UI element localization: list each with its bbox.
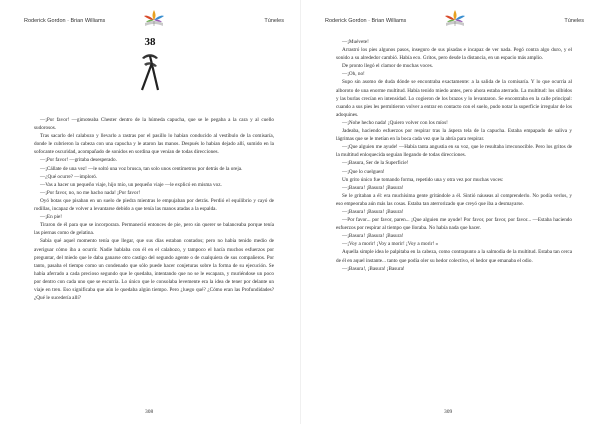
paragraph: —¡Basura! ¡Basura! ¡Basura! (342, 184, 404, 191)
paragraph: —¡Por favor! —gimoteaba Chester dentro de la húmeda capucha, que se le pegaba a la cara y al cuello sudorosos. (34, 117, 274, 132)
paragraph: Aquella simple idea le palpitaba en la cabeza, como contrapunto a la salmodia de la multitud. Estaba tan cerca de él en aquel instante... tanto que podía oler su hedor colectivo, el hedor que emanaba el odio. (336, 249, 572, 264)
paragraph: Tiraron de él para que se incorporara. Permaneció entonces de pie, pero sin querer se balanceaba porque tenía las piernas como de gelatina. (34, 222, 274, 237)
header-title: Túneles (564, 18, 584, 24)
paragraph: —¿Qué ocurre? —imploró. (40, 173, 98, 180)
paragraph: —¡En pie! (40, 214, 63, 221)
running-header-right (325, 16, 584, 28)
paragraph: —Por favor... por favor, paren... ¡Que alguien me ayude! Por favor, por favor, por favor... —Estaba haciendo esfuerzos por respirar al tiempo que lloraba. No había nada que hacer. (336, 217, 572, 232)
paragraph: —¡Por favor! —gritaba desesperado. (40, 157, 117, 164)
paragraph: De pronto llegó el clamor de muchas voces. (342, 63, 434, 70)
paragraph: Un grito único fue tomando forma, repetido una y otra vez por muchas voces: (342, 176, 504, 183)
page-number-right: 309 (444, 409, 453, 415)
right-body-text (336, 38, 572, 273)
header-author: Roderick Gordon · Brian Williams (24, 18, 106, 24)
book-logo-icon (141, 8, 167, 30)
paragraph: —¡Cállate de una vez! —le soltó una voz brusca, tan solo unos centímetros por detrás de la oreja. (40, 165, 243, 172)
book-logo-icon (442, 8, 468, 30)
paragraph: Arrastró los pies algunos pasos, inseguro de sus pisadas e incapaz de ver nada. Pegó contra algo duro, y el sonido a su alrededor cambió. Había eco. Gritos, pero desde la distancia, en un espacio más amplio. (336, 47, 572, 62)
paragraph: Se le gritaban a él: era muchísima gente gritándole a él. Sintió náuseas al comprenderlo. No podía verlos, y eso empeoraba aún más las cosas. Estaba tan aterrorizado que creyó que iba a desmayarse. (336, 192, 572, 207)
header-title: Túneles (264, 18, 284, 24)
paragraph: Supo sin asomo de duda dónde se encontraba exactamente: a la salida de la comisaría. Y lo que ocurría al alboroto de una enorme multitud. Había tenido miedo antes, pero ahora estaba aterrado. La multitud: los silbidos y las burlas crecían en intensidad. Lo cogieron de los brazos y lo levantaron. Se encontraba en la calle principal: cuando a sus pies les permitieron volver a entrar en contacto con el suelo, pudo notar la superficie irregular de los adoquines. (336, 79, 572, 118)
running-header-left (24, 16, 284, 28)
paragraph: Oyó botas que pisaban en un suelo de piedra mientras le empujaban por detrás. Perdió el equilibrio y cayó de rodillas, incapaz de volver a levantarse debido a que tenía las manos atadas a la espalda. (34, 197, 274, 213)
paragraph: —¡Que alguien me ayude! —Había tanta angustia en su voz, que le resultaba irreconocible. Pero los gritos de la multitud enloquecida seguían llegando de todas direcciones. (336, 144, 572, 159)
paragraph: —¡Que lo cuelguen! (342, 168, 385, 175)
chapter-number: 38 (144, 36, 156, 48)
paragraph: —¡Basura, Ser de la Superficie! (342, 160, 409, 167)
left-body-text (34, 116, 274, 302)
paragraph: —¡Nohe hecho nada! ¡Quiero volver con los míos! (342, 119, 448, 126)
paragraph: Sabía qué aquel momento tenía que llegar, que sus días estaban contados; pero no había tenido medio de averiguar cómo iba a ocurrir. Nadie hablaba con él en el calabozo, y tampoco el hacía muchos esfuerzos por preguntar, del miedo que le daba ganarse otro castigo del segundo agente o de cualquiera de sus compañeros. Por tanto, pasaba el tiempo como un condenado que sólo puede hacer conjeturas sobre la forma de su ejecución. Se había aferrado a cada precioso segundo que le quedaba, intentando que no se le escapara, y muriéndose un poco por dentro con cada uno que se escurría. Lo único que le consolaba levemente era la idea de tener por delante un viaje en tren. Eso significaba que aún le quedaba algún tiempo. Pero ¿luego qué? ¿Cómo eran las Profundidades? ¿Qué le sucedería allí? (34, 238, 274, 302)
paragraph: —¡Por favor, no, no me hacho nada! ¡Por favor! (40, 189, 141, 196)
paragraph: —¡Basura! ¡Basura! ¡Basura! (342, 208, 404, 215)
paragraph: Jadeaba, haciendo esfuerzos por respirar tras la áspera tela de la capucha. Estaba empapado de saliva y lágrimas que se le metían en la boca cada vez que la abría para respirar. (336, 128, 572, 143)
crossed-pickaxes-icon (138, 50, 162, 94)
paragraph: —¡Oh, no! (342, 71, 365, 78)
paragraph: —¡Muévete! (342, 39, 369, 45)
paragraph: —¡Voy a morir! ¡Voy a morir! ¡Voy a morir! » (342, 241, 439, 248)
page-number-left: 308 (145, 409, 154, 415)
paragraph: —¡Basura! ¡Basura! ¡Basura! (342, 233, 404, 240)
paragraph: —¡Basura!, ¡Basura! ¡Basura! (342, 265, 405, 272)
paragraph: Tras sacarlo del calabozo y llevarlo a rastras por el pasillo lo habían conducido al vestíbulo de la comisaría, donde le cubrieron la cabeza con una capucha y le ataron las manos. Después lo habían dejado allí, sumido en la sofocante oscuridad, acompañado de sonidos en sordina que venían de todas direcciones. (34, 133, 274, 156)
paragraph: —Vas a hacer un pequeño viaje, hijo mío, un pequeño viaje —le explicó en misma voz. (40, 181, 222, 188)
header-author: Roderick Gordon · Brian Williams (325, 18, 407, 24)
